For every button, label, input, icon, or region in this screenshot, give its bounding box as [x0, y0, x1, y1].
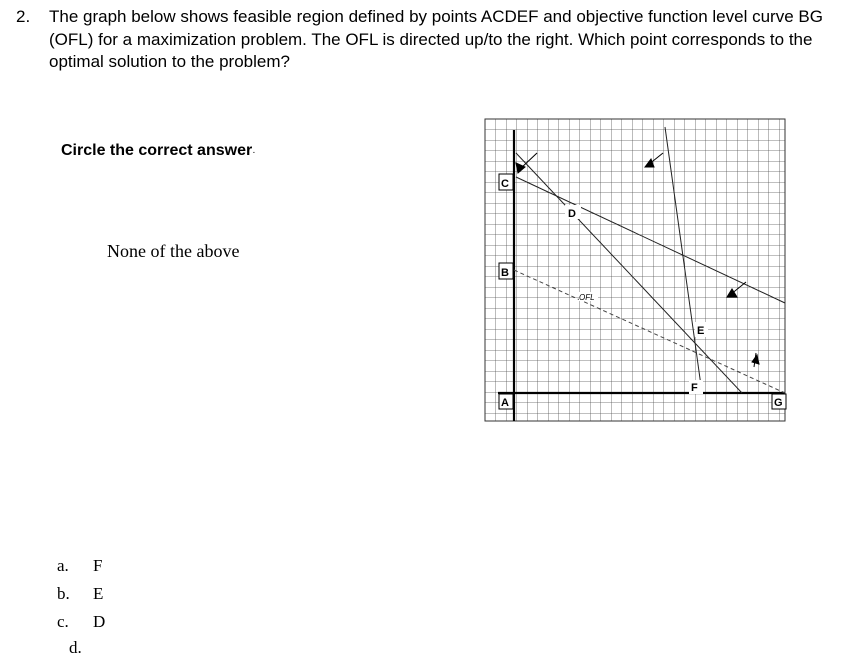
option-c-value[interactable]: D	[93, 612, 106, 631]
ofl-label: OFL	[579, 293, 595, 302]
point-f-label: F	[691, 382, 698, 394]
option-a-letter: a.	[57, 556, 69, 575]
option-a-value[interactable]: F	[93, 556, 103, 575]
point-b-label: B	[501, 267, 509, 279]
point-e-label: E	[697, 325, 705, 337]
none-of-the-above: None of the above	[107, 241, 240, 261]
instruction-mark: ·	[252, 147, 256, 158]
option-c-letter: c.	[57, 612, 69, 631]
point-a-label: A	[501, 397, 509, 409]
point-d-label: D	[568, 208, 576, 220]
option-b-letter: b.	[57, 584, 70, 603]
question-text: The graph below shows feasible region defined by points ACDEF and objective function level curve BG (OFL) for a maximization problem. The OFL is directed up/to the right. Which point corresponds to the optimal solution to the problem?	[49, 7, 823, 71]
point-c-label: C	[501, 178, 509, 190]
option-d-letter: d.	[69, 638, 82, 657]
graph-svg	[480, 115, 795, 430]
instruction	[61, 142, 256, 160]
option-b-value[interactable]: E	[93, 584, 104, 603]
question-number: 2.	[16, 7, 31, 26]
graph-figure	[480, 115, 795, 430]
grid	[485, 119, 785, 421]
point-g-label: G	[774, 397, 783, 409]
instruction-label: Circle the correct answer	[61, 142, 253, 159]
